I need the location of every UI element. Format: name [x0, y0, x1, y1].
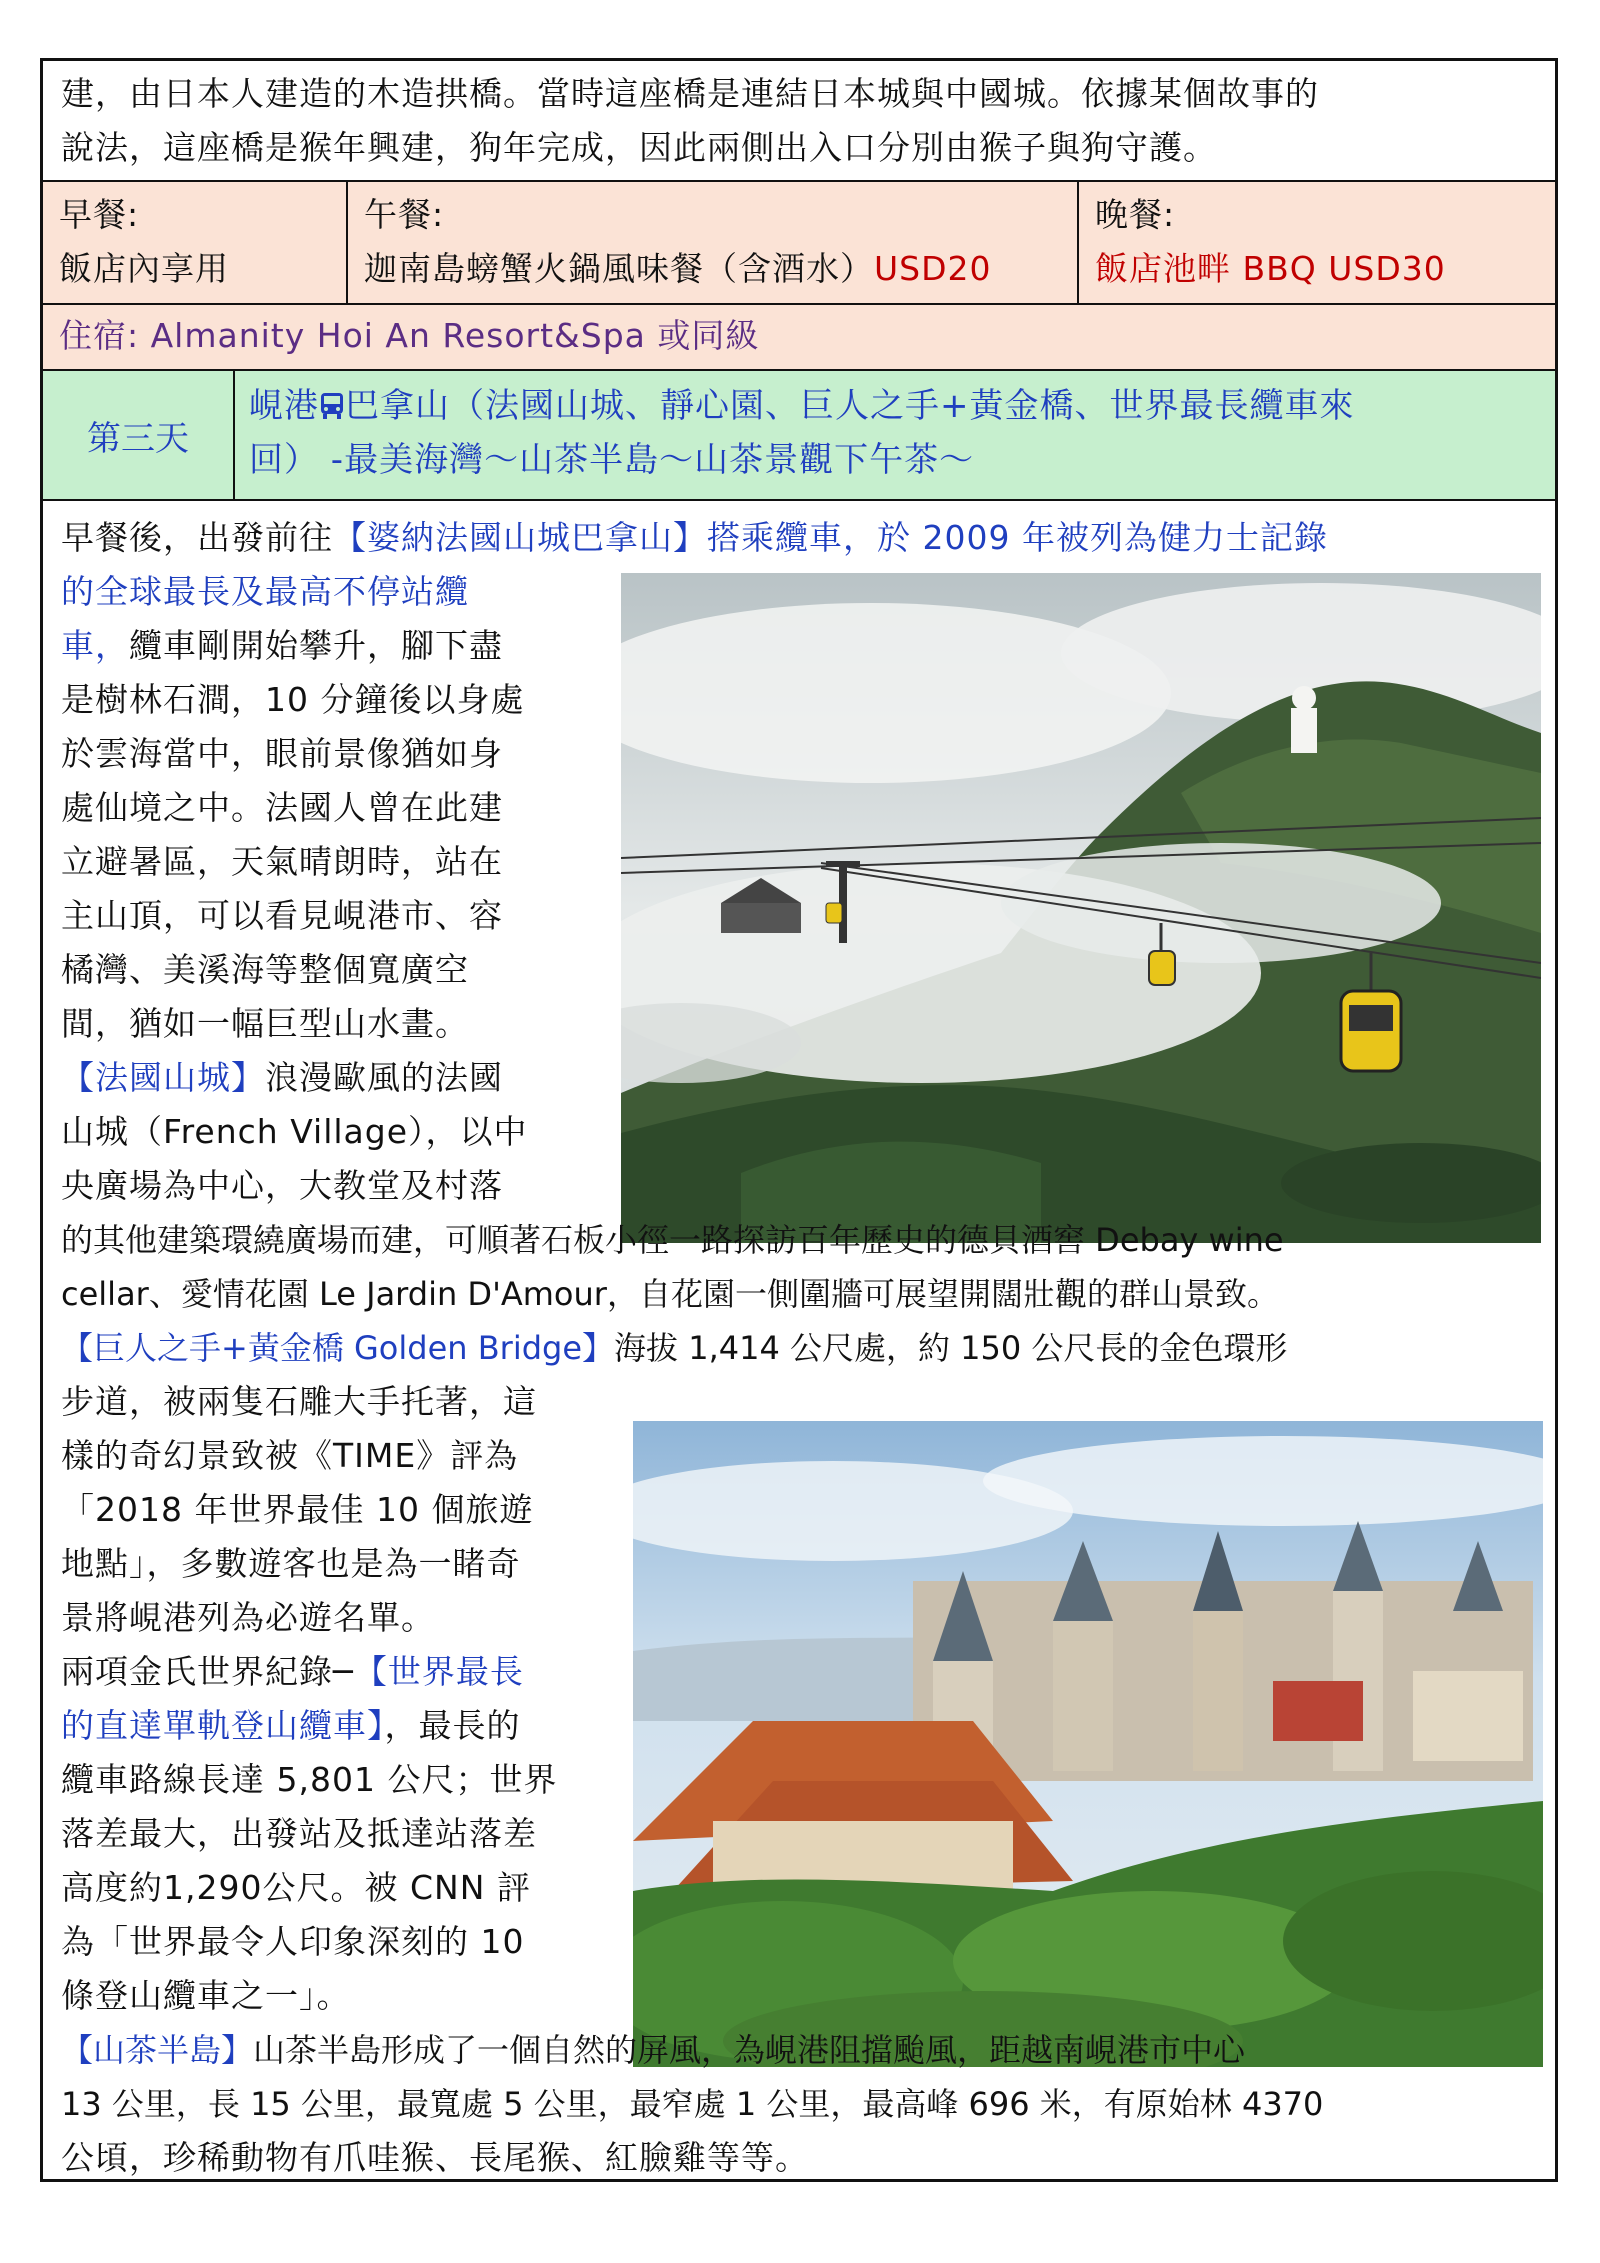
- content-line: 高度約1,290公尺。被 CNN 評: [61, 1868, 531, 1907]
- highlight-text: 車，: [61, 626, 129, 665]
- content-line: cellar、愛情花園 Le Jardin D'Amour，自花園一側圍牆可展望開闊壯觀的群山景致。: [61, 1275, 1279, 1313]
- text-run: 早餐後，出發前往: [61, 518, 333, 557]
- content-line: 是樹林石澗，10 分鐘後以身處: [61, 680, 525, 719]
- day-title-line: 回） -最美海灣～山茶半島～山茶景觀下午茶～: [249, 440, 975, 480]
- text-run: 山茶半島形成了一個自然的屏風，為峴港阻擋颱風，距越南峴港市中心: [253, 2031, 1246, 2069]
- content-line: 「2018 年世界最佳 10 個旅遊: [61, 1490, 534, 1529]
- day-title-rest: 巴拿山（法國山城、靜心園、巨人之手+黃金橋、世界最長纜車來: [345, 386, 1355, 426]
- content-line: [61, 511, 1328, 565]
- content-line: 13 公里，長 15 公里，最寬處 5 公里，最窄處 1 公里，最高峰 696 米，有原始林 4370: [61, 2085, 1324, 2123]
- content-line: 央廣場為中心，大教堂及村落: [61, 1166, 503, 1205]
- content-line: 落差最大，出發站及抵達站落差: [61, 1814, 537, 1853]
- itinerary-page: [40, 58, 1558, 2182]
- content-line: 於雲海當中，眼前景像猶如身: [61, 734, 503, 773]
- content-line: 立避暑區，天氣晴朗時，站在: [61, 842, 503, 881]
- content-line: 處仙境之中。法國人曾在此建: [61, 788, 503, 827]
- content-line: [61, 1051, 503, 1105]
- content-line: [61, 619, 503, 673]
- content-line: [61, 2023, 1245, 2077]
- day-header: [43, 371, 1555, 501]
- text-run: 兩項金氏世界紀錄─: [61, 1652, 354, 1691]
- dinner-label: 晚餐:: [1095, 195, 1176, 234]
- highlight-text: 【婆納法國山城巴拿山】搭乘纜車，於 2009 年被列為健力士記錄: [333, 518, 1328, 557]
- lunch-cell: [348, 182, 1079, 303]
- intro-text: [43, 61, 1555, 182]
- day-title: [233, 371, 1555, 499]
- dinner-value: 飯店池畔 BBQ USD30: [1095, 249, 1446, 288]
- content-line: 的全球最長及最高不停站纜: [61, 572, 469, 611]
- text-run: 海拔 1,414 公尺處，約 150 公尺長的金色環形: [614, 1329, 1288, 1367]
- intro-line: 說法，這座橋是猴年興建，狗年完成，因此兩側出入口分別由猴子與狗守護。: [61, 128, 1217, 167]
- content-line: 間，猶如一幅巨型山水畫。: [61, 1004, 469, 1043]
- content-line: 景將峴港列為必遊名單。: [61, 1598, 435, 1637]
- highlight-text: 的直達單軌登山纜車】: [61, 1706, 385, 1745]
- day-title-line: [249, 379, 1539, 433]
- cable-car-photo: [621, 573, 1541, 1243]
- text-run: 浪漫歐風的法國: [265, 1058, 503, 1097]
- text-run: ，最長的: [384, 1706, 521, 1745]
- lunch-value: 迦南島螃蟹火鍋風味餐（含酒水）: [364, 249, 874, 288]
- breakfast-label: 早餐:: [59, 195, 140, 234]
- content-line: 條登山纜車之一」。: [61, 1976, 351, 2015]
- content-line: 公頃，珍稀動物有爪哇猴、長尾猴、紅臉雞等等。: [61, 2138, 809, 2177]
- content-line: 山城（French Village），以中: [61, 1112, 528, 1151]
- content-line: 樣的奇幻景致被《TIME》評為: [61, 1436, 519, 1475]
- highlight-text: 【法國山城】: [61, 1058, 265, 1097]
- highlight-text: 【世界最長: [353, 1652, 524, 1691]
- text-run: 纜車剛開始攀升，腳下盡: [129, 626, 503, 665]
- content-line: [61, 1645, 524, 1699]
- dinner-cell: [1079, 182, 1555, 303]
- content-line: 為「世界最令人印象深刻的 10: [61, 1922, 525, 1961]
- breakfast-cell: [43, 182, 348, 303]
- intro-line: 建，由日本人建造的木造拱橋。當時這座橋是連結日本城與中國城。依據某個故事的: [61, 74, 1319, 113]
- highlight-text: 【山茶半島】: [61, 2031, 254, 2069]
- content-line: 橘灣、美溪海等整個寬廣空: [61, 950, 469, 989]
- day-label: 第三天: [43, 371, 235, 499]
- french-village-photo: [633, 1421, 1543, 2067]
- content-line: 主山頂，可以看見峴港市、容: [61, 896, 503, 935]
- lunch-label: 午餐:: [364, 195, 445, 234]
- lunch-value-line: [364, 242, 1061, 296]
- day-title-start: 峴港: [249, 386, 319, 426]
- content-line: [61, 1699, 521, 1753]
- meals-row: [43, 182, 1555, 305]
- content-line: [61, 1321, 1287, 1375]
- breakfast-value: 飯店內享用: [59, 249, 229, 288]
- content-line: 地點」，多數遊客也是為一睹奇: [61, 1544, 521, 1583]
- highlight-text: 【巨人之手+黃金橋 Golden Bridge】: [61, 1329, 615, 1367]
- lunch-price: USD20: [874, 249, 992, 288]
- hotel-row: 住宿: Almanity Hoi An Resort&Spa 或同級: [43, 305, 1555, 371]
- content-line: 纜車路線長達 5,801 公尺；世界: [61, 1760, 558, 1799]
- content-line: 步道，被兩隻石雕大手托著，這: [61, 1382, 537, 1421]
- content-line: 的其他建築環繞廣場而建，可順著石板小徑一路探訪百年歷史的德貝酒窖 Debay wine: [61, 1221, 1284, 1259]
- bus-icon: [319, 386, 345, 426]
